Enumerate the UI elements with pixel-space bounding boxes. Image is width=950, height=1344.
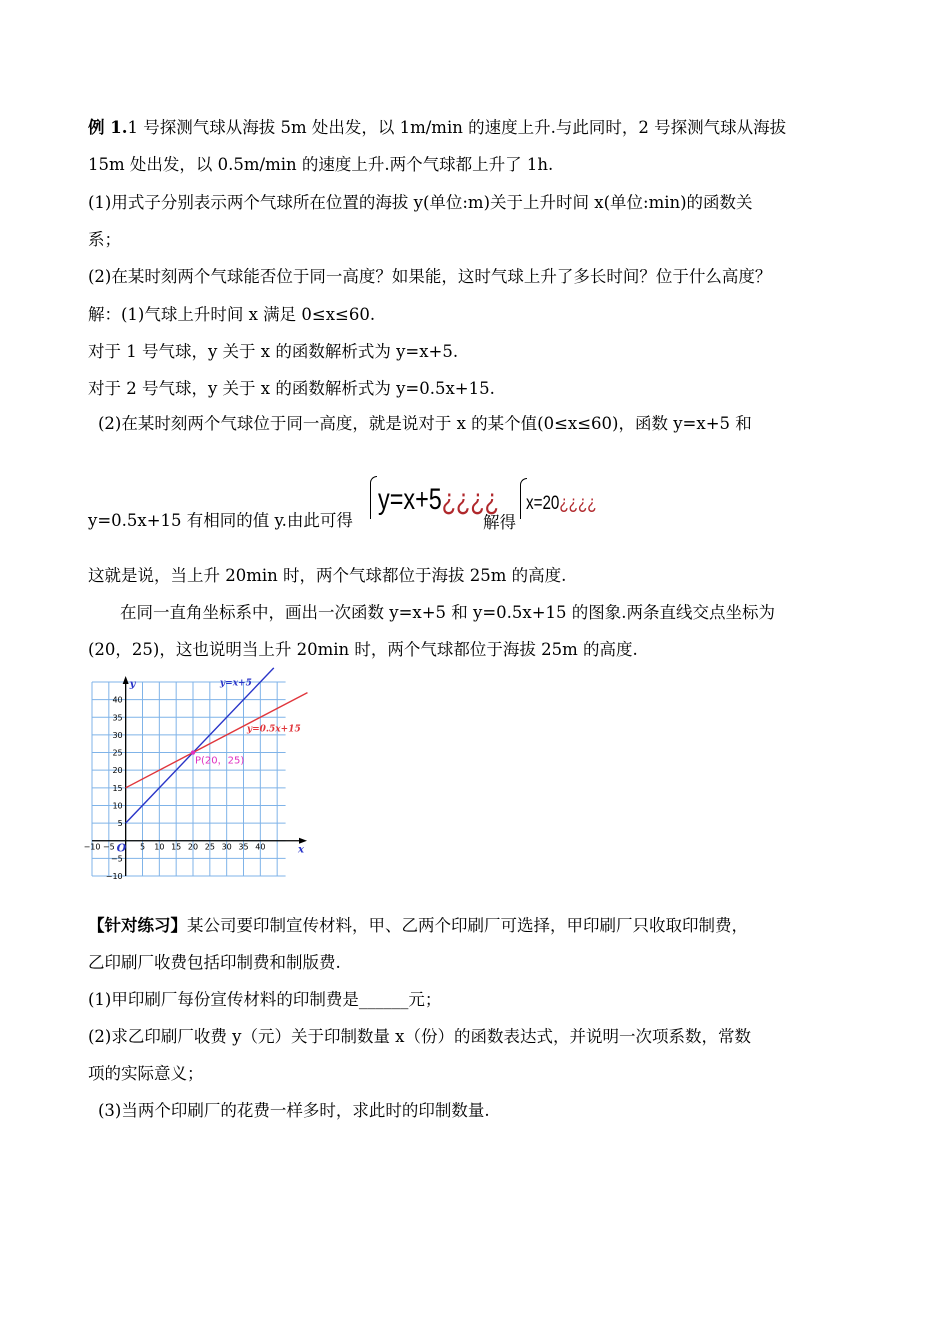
question-2: (2)在某时刻两个气球能否位于同一高度？如果能，这时气球上升了多长时间？位于什么高度？ [88, 267, 772, 286]
practice-line-1 [88, 914, 748, 938]
y-tick-label: 15 [112, 783, 123, 793]
equation-2 [526, 492, 597, 516]
y-tick-label: 5 [117, 819, 123, 829]
series-line-2 [126, 693, 308, 788]
x-tick-label: 40 [255, 842, 266, 852]
equation-1-main: y=x+5 [378, 483, 442, 516]
y-axis-arrow [123, 676, 129, 684]
x-tick-label: −5 [102, 842, 115, 852]
series-label-1: y=x+5 [219, 678, 252, 689]
y-tick-label: 40 [112, 695, 123, 705]
solution-line-2: 对于 1 号气球，y 关于 x 的函数解析式为 y=x+5. [88, 342, 459, 361]
series-label-2: y=0.5x+15 [246, 724, 301, 735]
y-tick-label: 35 [112, 713, 123, 723]
equation-2-main: x=20 [526, 493, 560, 514]
y-tick-label: −5 [110, 854, 123, 864]
x-tick-label: 20 [187, 842, 199, 852]
x-tick-label: 10 [154, 842, 165, 852]
practice-text-1: 某公司要印制宣传材料，甲、乙两个印刷厂可选择，甲印刷厂只收取印制费， [187, 916, 748, 935]
intersection-point [191, 750, 195, 754]
solution-line-5-text: y=0.5x+15 有相同的值 y.由此可得 [88, 511, 353, 530]
practice-question-2-line-2: 项的实际意义； [88, 1064, 204, 1083]
origin-label: O [116, 841, 127, 855]
y-tick-label: 20 [112, 766, 123, 776]
solution-line-1: 解：(1)气球上升时间 x 满足 0≤x≤60. [88, 305, 376, 324]
question-1-line-2: 系； [88, 230, 121, 249]
x-tick-label: 30 [221, 842, 232, 852]
practice-question-3: (3)当两个印刷厂的花费一样多时，求此时的印制数量. [98, 1101, 490, 1120]
y-tick-label: 10 [112, 801, 123, 811]
intersection-label: P(20，25) [195, 755, 245, 767]
y-tick-label: 30 [112, 730, 123, 740]
x-tick-label: 15 [171, 842, 182, 852]
example-line-2: 15m 处出发，以 0.5m/min 的速度上升.两个气球都上升了 1h. [88, 155, 554, 174]
practice-heading: 【针对练习】 [88, 916, 187, 935]
y-tick-label: 25 [112, 748, 123, 758]
example-title: 例 1. [88, 118, 128, 137]
question-1-line-1: (1)用式子分别表示两个气球所在位置的海拔 y(单位:m)关于上升时间 x(单位:min)的函数关 [88, 193, 753, 212]
x-axis-arrow [299, 838, 307, 844]
solution-line-4: (2)在某时刻两个气球位于同一高度，就是说对于 x 的某个值(0≤x≤60)，函数 y=x+5 和 [98, 414, 752, 433]
solution-line-6: 这就是说，当上升 20min 时，两个气球都位于海拔 25m 的高度. [88, 566, 567, 585]
equation-1 [378, 482, 499, 518]
example-text-1: 1 号探测气球从海拔 5m 处出发，以 1m/min 的速度上升.与此同时，2 号探测气球从海拔 [127, 118, 787, 137]
practice-question-1: (1)甲印刷厂每份宣传材料的印制费是______元； [88, 990, 442, 1009]
solution-line-8: (20，25)，这也说明当上升 20min 时，两个气球都位于海拔 25m 的高度. [88, 640, 638, 659]
x-tick-label: 35 [238, 842, 249, 852]
equation-1-brace [370, 476, 377, 519]
y-axis-label: y [129, 679, 136, 690]
series-line-1 [126, 668, 274, 823]
x-tick-label: 25 [204, 842, 215, 852]
x-tick-label: 5 [139, 842, 146, 852]
equation-2-artifact: ¿¿¿¿ [559, 493, 597, 514]
solution-line-7: 在同一直角坐标系中，画出一次函数 y=x+5 和 y=0.5x+15 的图象.两条直线交点坐标为 [120, 603, 776, 622]
example-line-1 [88, 116, 786, 140]
y-tick-label: −10 [105, 872, 123, 881]
practice-line-2: 乙印刷厂收费包括印制费和制版费. [88, 953, 341, 972]
solution-line-3: 对于 2 号气球，y 关于 x 的函数解析式为 y=0.5x+15. [88, 379, 495, 398]
equation-1-artifact: ¿¿¿¿ [441, 483, 499, 516]
function-graph [83, 676, 318, 881]
x-axis-label: x [298, 844, 304, 856]
practice-question-2-line-1: (2)求乙印刷厂收费 y（元）关于印制数量 x（份）的函数表达式，并说明一次项系数，常数 [88, 1027, 751, 1046]
solution-solve-label: 解得 [483, 513, 516, 532]
x-tick-label: −10 [83, 842, 101, 852]
